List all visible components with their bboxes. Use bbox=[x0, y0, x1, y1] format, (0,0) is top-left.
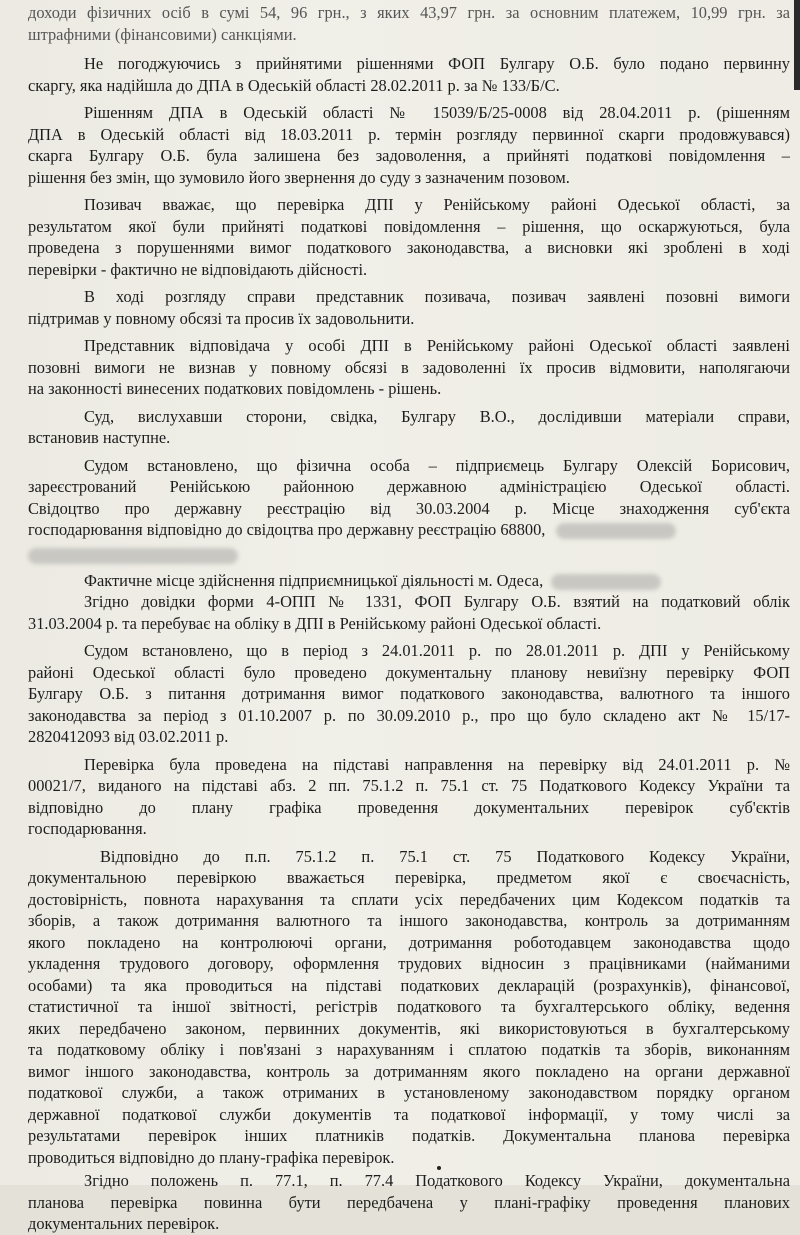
text-line: 2820412093 від 03.02.2011 р. bbox=[28, 727, 229, 747]
text-line: Рішенням ДПА в Одеській області № 15039/Б/25-0008 від 28.04.2011 р. (рішенням bbox=[84, 103, 790, 122]
text-line: районі Одеської області було проведено документальну планову невиїзну перевірку ФОП bbox=[28, 662, 790, 682]
text-line: господарювання відповідно до свідоцтва про державну реєстрацію 68800, bbox=[28, 520, 546, 539]
text-line: Згідно довідки форми 4-ОПП № 1331, ФОП Булгару О.Б. взятий на податковий облік bbox=[84, 592, 790, 612]
text-line: Фактичне місце здійснення підприємницької діяльності м. Одеса, bbox=[84, 570, 544, 590]
text-line: встановив наступне. bbox=[28, 428, 171, 447]
text-line: особами) та яка проводиться на підставі податкових декларацій (розрахунків), фінансової, bbox=[28, 975, 790, 995]
text-line: 31.03.2004 р. та перебуває на обліку в ДПІ в Ренійському районі Одеської області. bbox=[28, 613, 602, 633]
text-line: Свідоцтво про державну реєстрацію від 30.03.2004 р. Місце знаходження суб'єкта bbox=[28, 498, 790, 518]
text-line: відповідно до плану графіка проведення документальних перевірок суб'єктів bbox=[28, 797, 790, 817]
text-line: законодавства за період з 01.10.2007 р. по 30.09.2010 р., про що було складено акт № 15/17- bbox=[28, 705, 790, 725]
text-line: Перевірка була проведена на підставі направлення на перевірку від 24.01.2011 р. № bbox=[84, 754, 790, 774]
text-line: на законності винесених податкових повідомлень - рішень. bbox=[28, 379, 442, 398]
text-line: документальною перевіркою вважається перевірка, предметом якої є своєчасність, bbox=[28, 868, 790, 888]
text-line: яких передбачено законом, первинних документів, які використовуються в бухгалтерському bbox=[28, 1018, 790, 1038]
text-line: перевірки - фактично не відповідають дійсності. bbox=[28, 259, 368, 279]
text-line: скарга Булгару О.Б. була залишена без задоволення, а прийняті податкові повідомлення – bbox=[28, 146, 790, 165]
text-line: проведена з порушеннями вимог податкового законодавства, а висновки які зроблені в ході bbox=[28, 238, 790, 257]
text-line: Судом встановлено, що фізична особа – підприємець Булгару Олексій Борисович, bbox=[84, 455, 790, 475]
text-line: Представник відповідача у особі ДПІ в Ренійському районі Одеської області заявлені bbox=[84, 336, 790, 355]
text-line: та податковому обліку і пов'язані з нарахуванням і сплатою податків та зборів, виконанням bbox=[28, 1040, 790, 1060]
text-line: В ході розгляду справи представник позивача, позивач заявлені позовні вимоги bbox=[84, 287, 790, 306]
text-line: господарювання. bbox=[28, 819, 147, 839]
text-line: достовірність, повнота нарахування та сплати усіх передбачених цим Кодексом податків та bbox=[28, 889, 790, 909]
redacted-line bbox=[28, 541, 790, 564]
page-edge-shadow bbox=[794, 0, 800, 90]
text-line: підтримав у повному обсязі та просив їх задовольнити. bbox=[28, 308, 415, 328]
redacted-address bbox=[551, 574, 661, 590]
redacted-address bbox=[28, 548, 238, 564]
text-line: Булгару О.Б. з питання дотримання вимог податкового законодавства, валютного та іншого bbox=[28, 684, 790, 704]
text-line: Суд, вислухавши сторони, свідка, Булгару В.О., дослідивши матеріали справи, bbox=[84, 406, 790, 426]
text-line: укладення трудового договору, оформлення трудових відносин з працівниками (найманими bbox=[28, 954, 790, 974]
text-line: доходи фізичних осіб в сумі 54, 96 грн., з яких 43,97 грн. за основним платежем, 10,99 грн. за bbox=[28, 3, 790, 22]
address-line bbox=[28, 570, 790, 592]
text-line: документальних перевірок. bbox=[28, 1214, 220, 1234]
redacted-address bbox=[556, 523, 676, 539]
text-line: проводиться відповідно до плану-графіка перевірок. bbox=[28, 1147, 395, 1167]
document-text bbox=[28, 0, 790, 1235]
text-line: ДПА в Одеській області від 18.03.2011 р. термін розгляду первинної скарги продовжувався) bbox=[28, 124, 790, 144]
text-line: Згідно положень п. 77.1, п. 77.4 Податкового Кодексу України, документальна bbox=[84, 1171, 790, 1191]
text-line: планова перевірка повинна бути передбачена у плані-графіку проведення планових bbox=[28, 1192, 790, 1212]
text-line: Відповідно до п.п. 75.1.2 п. 75.1 ст. 75 Податкового Кодексу України, bbox=[100, 846, 790, 866]
text-line: статистичної та іншої звітності, регістрів податкового та бухгалтерського обліку, ведення bbox=[28, 997, 790, 1017]
text-line: рішення без змін, що зумовило його звернення до суду з зазначеним позовом. bbox=[28, 167, 570, 187]
text-line: якого покладено на контролюючі органи, дотримання роботодавцем законодавства щодо bbox=[28, 932, 790, 952]
text-line: податкової служби, а також отриманих в установленому законодавством порядку органом bbox=[28, 1083, 790, 1103]
text-line: результатом якої були прийняті податкові повідомлення – рішення, що оскаржуються, була bbox=[28, 216, 790, 236]
text-line: 00021/7, виданого на підставі абз. 2 пп. 75.1.2 п. 75.1 ст. 75 Податкового Кодексу України та bbox=[28, 776, 790, 796]
text-line: державної податкової служби документів та податкової інформації, у тому числі за bbox=[28, 1104, 790, 1124]
text-line: Позивач вважає, що перевірка ДПІ у Ренійському районі Одеської області, за bbox=[84, 195, 790, 214]
text-line: штрафними (фінансовими) санкціями. bbox=[28, 24, 297, 44]
text-line: скаргу, яка надійшла до ДПА в Одеській області 28.02.2011 р. за № 133/Б/С. bbox=[28, 75, 560, 95]
address-line bbox=[28, 519, 790, 541]
text-line: позовні вимоги не визнав у повному обсязі в задоволенні їх просив відмовити, наполягаючи bbox=[28, 357, 790, 377]
text-line: Судом встановлено, що в період з 24.01.2011 р. по 28.01.2011 р. ДПІ у Ренійському bbox=[84, 641, 790, 661]
text-line: зборів, а також дотримання валютного та іншого законодавства, контроль за дотриманням bbox=[28, 911, 790, 931]
ink-speck bbox=[437, 1166, 441, 1170]
text-line: Не погоджуючись з прийнятими рішеннями ФОП Булгару О.Б. було подано первинну bbox=[84, 54, 790, 73]
text-line: вимог іншого законодавства, контроль за дотриманням якого покладено на органи державної bbox=[28, 1061, 790, 1081]
text-line: результатами перевірок інших платників податків. Документальна планова перевірка bbox=[28, 1126, 790, 1146]
text-line: зареєстрований Ренійською районною державною адміністрацією Одеської області. bbox=[28, 477, 790, 496]
